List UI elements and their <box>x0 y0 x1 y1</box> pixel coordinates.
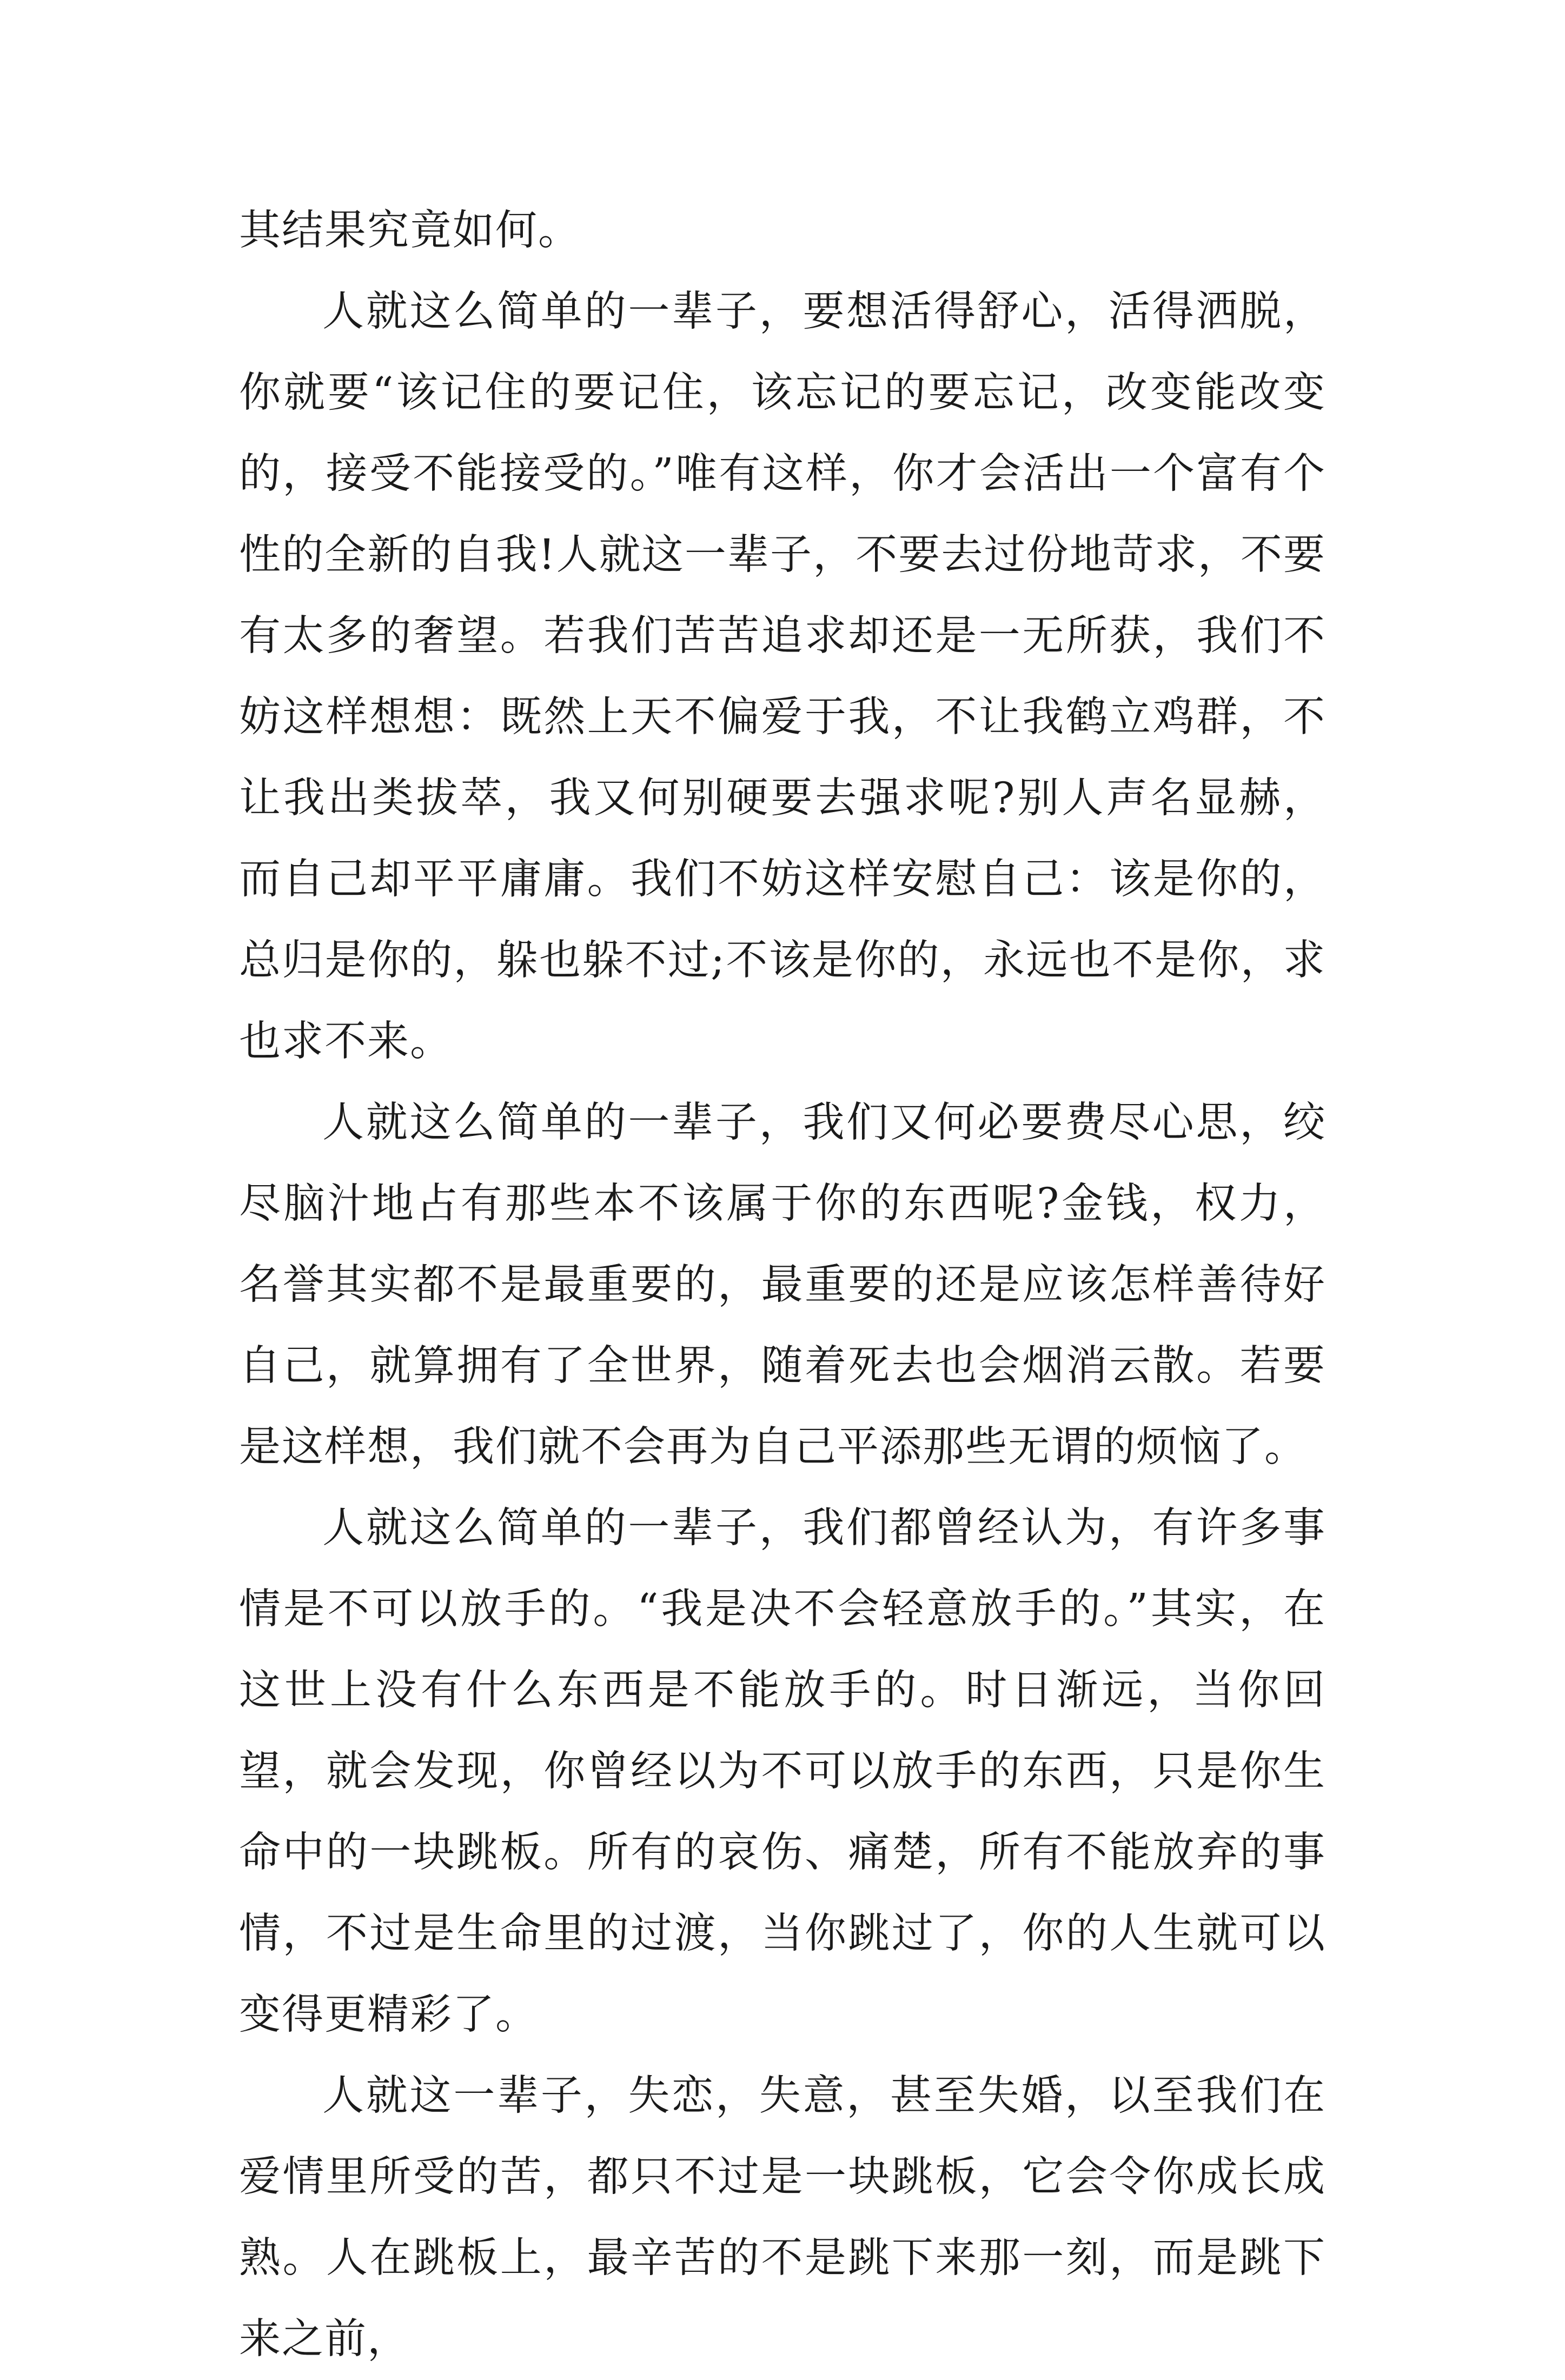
paragraph-5: 人就这一辈子，失恋，失意，甚至失婚，以至我们在爱情里所受的苦，都只不过是一块跳板，它会令你成长成熟。人在跳板上，最辛苦的不是跳下来那一刻，而是跳下来之前， <box>239 2072 1326 2363</box>
paragraph-4: 人就这么简单的一辈子，我们都曾经认为，有许多事情是不可以放手的。“我是决不会轻意放手的。”其实，在这世上没有什么东西是不能放手的。时日渐远，当你回望，就会发现，你曾经以为不可以放手的东西，只是你生命中的一块跳板。所有的哀伤、痛楚，所有不能放弃的事情，不过是生命里的过渡，当你跳过了，你的人生就可以变得更精彩了。 <box>239 1504 1326 2039</box>
paragraph-1: 其结果究竟如何。 <box>239 207 581 255</box>
paragraph-2: 人就这么简单的一辈子，要想活得舒心，活得洒脱，你就要“该记住的要记住，该忘记的要忘记，改变能改变的，接受不能接受的。”唯有这样，你才会活出一个富有个性的全新的自我!人就这一辈子，不要去过份地苛求，不要有太多的奢望。若我们苦苦追求却还是一无所获，我们不妨这样想想：既然上天不偏爱于我，不让我鹤立鸡群，不让我出类拔萃，我又何别硬要去强求呢?别人声名显赫，而自己却平平庸庸。我们不妨这样安慰自己：该是你的，总归是你的，躲也躲不过;不该是你的，永远也不是你，求也求不来。 <box>239 288 1326 1066</box>
document-body <box>239 190 1326 2380</box>
paragraph-3: 人就这么简单的一辈子，我们又何必要费尽心思，绞尽脑汁地占有那些本不该属于你的东西呢?金钱，权力，名誉其实都不是最重要的，最重要的还是应该怎样善待好自己，就算拥有了全世界，随着死去也会烟消云散。若要是这样想，我们就不会再为自己平添那些无谓的烦恼了。 <box>239 1099 1326 1471</box>
